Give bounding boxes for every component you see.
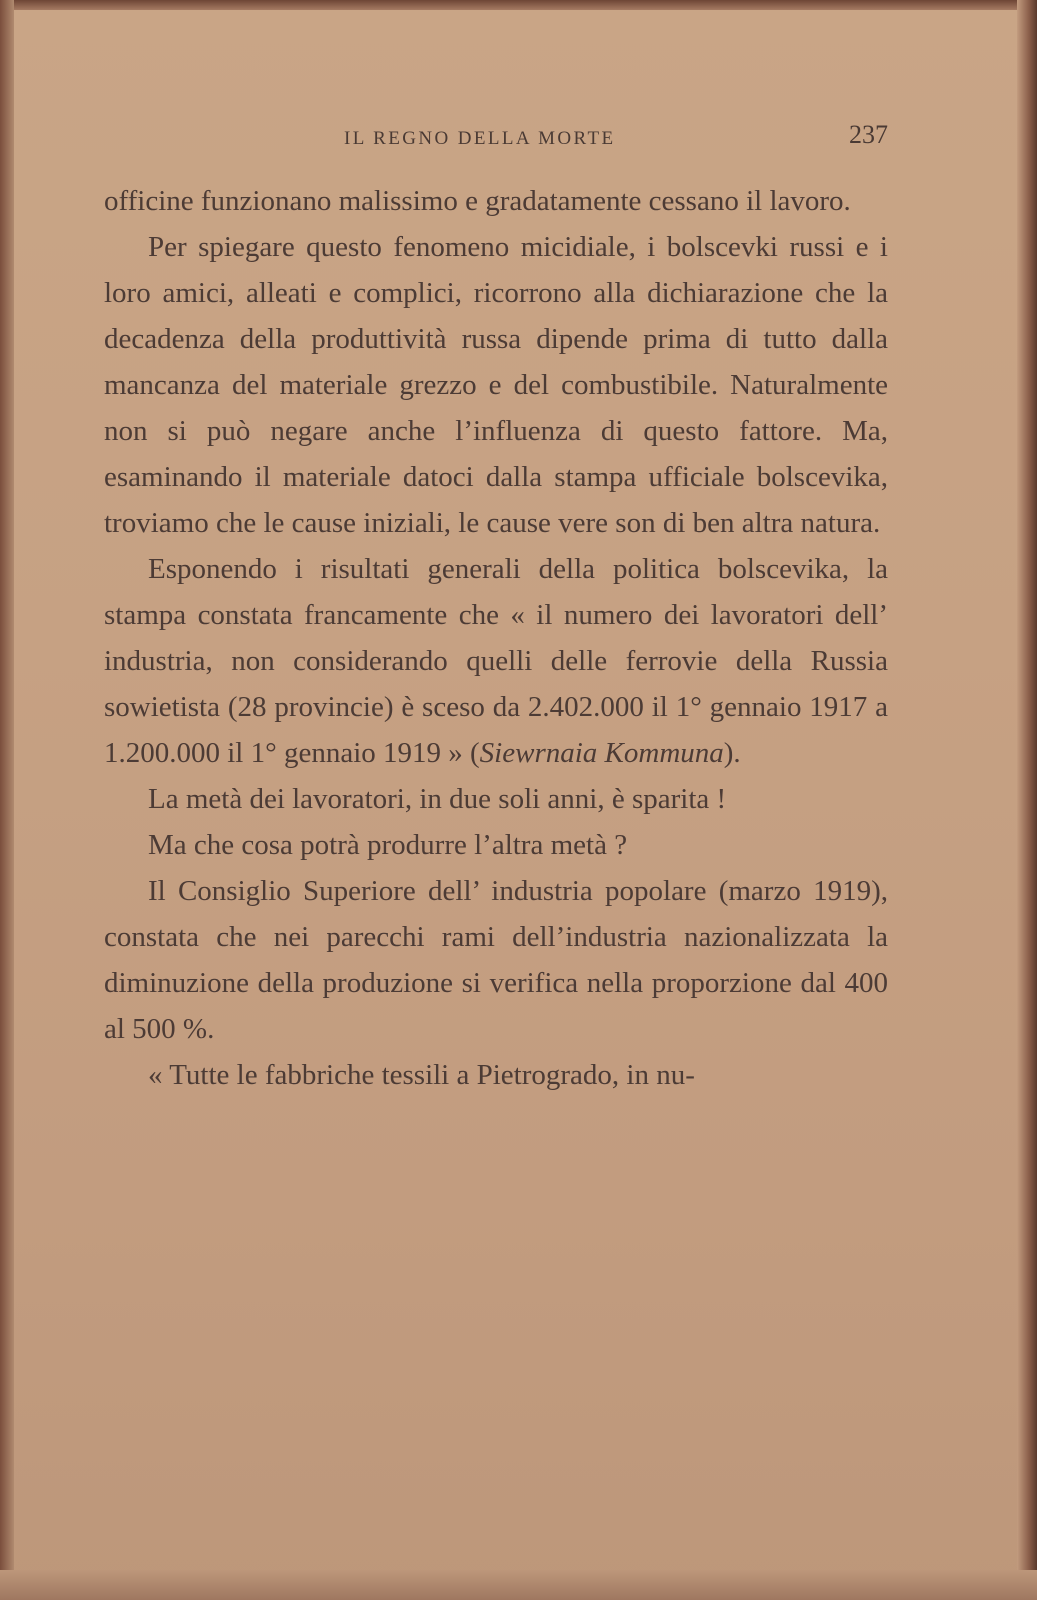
paragraph-2: Per spiegare questo fenomeno micidiale, i bolscevki russi e i loro amici, alleati e complici, ricorrono alla dichiarazione che la decadenza della produttività russa dipende prima di tutto dalla mancanza del materiale grezzo e del combustibile. Naturalmente non si può negare anche l’influenza di questo fattore. Ma, esaminando il materiale datoci dalla stampa ufficiale bolscevika, troviamo che le cause iniziali, le cause vere son di ben altra natura. <box>104 231 888 539</box>
paragraph-1: officine funzionano malissimo e gradatamente cessano il lavoro. <box>104 185 851 217</box>
source-citation: Siewrnaia Kommuna <box>479 737 724 769</box>
page-right-edge <box>1017 0 1037 1600</box>
paragraph-7: « Tutte le fabbriche tessili a Pietrogrado, in nu- <box>148 1059 695 1091</box>
running-title: IL REGNO DELLA MORTE <box>344 128 616 149</box>
paragraph-5: Ma che cosa potrà produrre l’altra metà ? <box>148 829 628 861</box>
paragraph-6: Il Consiglio Superiore dell’ industria popolare (marzo 1919), constata che nei parecchi rami dell’industria nazionalizzata la diminuzione della produzione si verifica nella proporzione dal 400 al 500 %. <box>104 875 888 1045</box>
body-text <box>104 178 888 1098</box>
paragraph-3-end: ). <box>723 737 741 769</box>
page-left-edge <box>0 0 14 1600</box>
paragraph-3-text: Esponendo i risultati generali della politica bolscevika, la stampa constata francamente che « il numero dei lavoratori dell’ industria, non considerando quelli delle ferrovie della Russia sowietista (28 provincie) è sceso da 2.402.000 il 1° gennaio 1917 a 1.200.000 il 1° gennaio 1919 » ( <box>104 553 888 769</box>
paragraph-4: La metà dei lavoratori, in due soli anni, è sparita ! <box>148 783 727 815</box>
page-bottom-edge <box>0 1570 1037 1600</box>
page-number: 237 <box>849 120 888 149</box>
paragraph-3 <box>104 546 888 776</box>
page-header <box>104 120 888 160</box>
page-top-edge <box>0 0 1037 10</box>
